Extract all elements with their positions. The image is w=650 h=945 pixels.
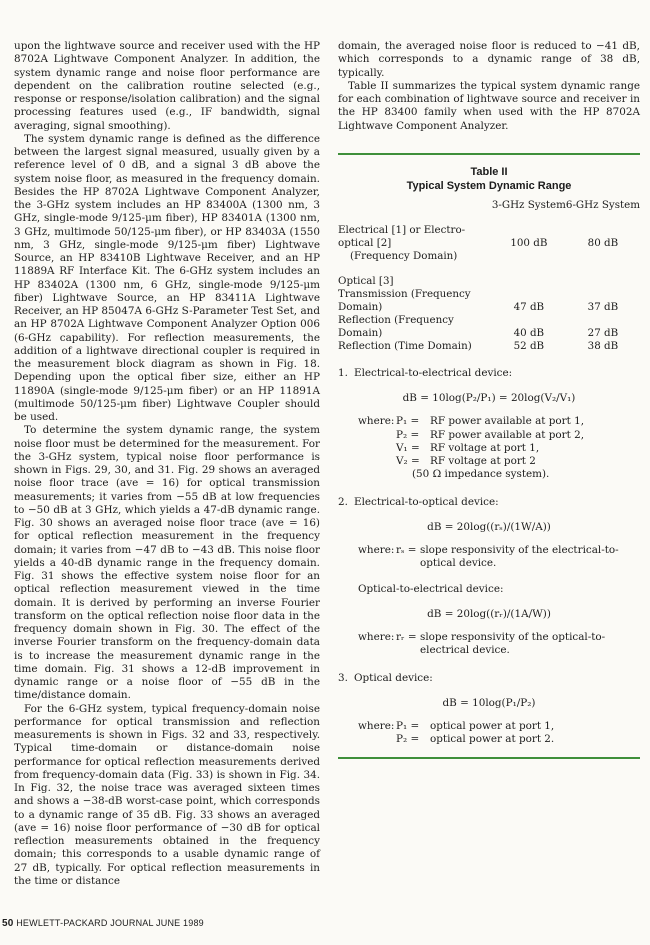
- label-line: (Frequency Domain): [350, 249, 458, 262]
- cell-6ghz: 37 dB: [587, 300, 619, 313]
- right-column: [338, 40, 640, 759]
- cell-6ghz: 80 dB: [587, 236, 619, 249]
- page-footer: [2, 918, 204, 929]
- table-title: [338, 165, 640, 193]
- note-3: [338, 672, 640, 685]
- journal-name: HEWLETT-PACKARD JOURNAL JUNE 1989: [16, 918, 204, 928]
- table-row: [338, 224, 640, 263]
- var-desc: RF power available at port 1,: [430, 415, 585, 428]
- row-label: Optical [3]: [338, 274, 394, 287]
- table-number: Table II: [470, 165, 508, 178]
- var-label: P₂ =: [396, 733, 420, 746]
- equation: dB = 10log(P₂/P₁) = 20log(V₂/V₁): [402, 392, 576, 404]
- label-line: Electrical [1] or Electro-: [338, 223, 466, 236]
- paragraph: Table II summarizes the typical system dynamic range for each combination of lightwave source and receiver in the HP 83400 family when used with the HP 8702A Lightwave Component Analyzer.: [338, 79, 640, 132]
- note-2b-title: Optical-to-electrical device:: [358, 582, 504, 595]
- equation: dB = 10log(P₁/P₂): [442, 696, 536, 709]
- left-column: [14, 40, 320, 888]
- note-title: Optical device:: [354, 671, 433, 684]
- note-1: [338, 367, 640, 380]
- var-desc: slope responsivity of the optical-to-electrical device.: [420, 631, 606, 657]
- where-label: where:: [358, 415, 395, 428]
- table-header-row: [338, 199, 640, 212]
- var-label: P₁ =: [396, 415, 420, 428]
- table-row: [338, 275, 640, 288]
- paragraph: domain, the averaged noise floor is reduced to −41 dB, which corresponds to a dynamic range of 38 dB, typically.: [338, 40, 640, 79]
- where-block: [358, 415, 640, 481]
- where-block: [358, 720, 640, 747]
- var-label: V₁ =: [396, 441, 420, 454]
- paragraph: To determine the system dynamic range, the system noise floor must be determined for the measurement. For the 3-GHz system, typical noise floor performance is shown in Figs. 29, 30, and 31. Fig. 29 shows an averaged noise floor trace (ave = 16) for optical transmission measurements; it varies from −55 dB at low frequencies to −50 dB at 3 GHz, which yields a 47-dB dynamic range. Fig. 30 shows an averaged noise floor trace (ave = 16) for optical reflection measurement in the frequency domain; it varies from −47 dB to −43 dB. This noise floor yields a 40-dB dynamic range in the frequency domain. Fig. 31 shows the effective system noise floor for an optical reflection measurement viewed in the time domain. It is derived by performing an inverse Fourier transform on the optical reflection noise floor data in the frequency domain shown in Fig. 30. The effect of the inverse Fourier transform on the frequency-domain data is to increase the measurement dynamic range in the time domain. Fig. 31 shows a 12-dB improvement in dynamic range or a noise floor of −55 dB in the time/distance domain.: [14, 424, 320, 702]
- cell-3ghz: 47 dB: [513, 300, 545, 313]
- cell-3ghz: 100 dB: [510, 236, 548, 249]
- note-title: Electrical-to-electrical device:: [354, 366, 513, 379]
- note-title: Electrical-to-optical device:: [354, 495, 499, 508]
- where-block: [358, 631, 640, 658]
- var-desc: optical power at port 1,: [430, 720, 555, 732]
- paragraph: For the 6-GHz system, typical frequency-domain noise performance for optical transmission and reflection measurements is shown in Figs. 32 and 33, respectively. Typical time-domain or distance-domain noise performance for optical reflection measurements derived from frequency-domain data (Fig. 33) is shown in Fig. 34. In Fig. 32, the noise trace was averaged sixteen times and shows a −38-dB worst-case point, which corresponds to a dynamic range of 35 dB. Fig. 33 shows an averaged (ave = 16) noise floor performance of −30 dB for optical reflection measurements obtained in the frequency domain; this corresponds to a usable dynamic range of 27 dB, typically. For optical reflection measurements in the time or distance: [14, 702, 320, 887]
- cell-6ghz: 38 dB: [587, 339, 619, 352]
- equation: dB = 20log((rₛ)/(1W/A)): [427, 520, 551, 533]
- table-caption: Typical System Dynamic Range: [406, 179, 572, 192]
- where-label: where:: [358, 631, 395, 643]
- page-number: 50: [2, 918, 14, 929]
- note-number: 3.: [338, 671, 348, 684]
- var-desc: RF power available at port 2,: [430, 428, 585, 441]
- note-number: 2.: [338, 495, 348, 508]
- where-block: [358, 544, 640, 571]
- paragraph: The system dynamic range is defined as the difference between the largest signal measured, usually given by a reference level of 0 dB, and a signal 3 dB above the system noise floor, as measured in the frequency domain. Besides the HP 8702A Lightwave Component Analyzer, the 3-GHz system includes an HP 83400A (1300 nm, 3 GHz, single-mode 9/125-μm fiber), HP 83401A (1300 nm, 3 GHz, multimode 50/125-μm fiber), or HP 83403A (1550 nm, 3 GHz, single-mode 9/125-μm fiber) Lightwave Source, an HP 83410B Lightwave Receiver, and an HP 11889A RF Interface Kit. The 6-GHz system includes an HP 83402A (1300 nm, 6 GHz, single-mode 9/125-μm fiber) Lightwave Source, an HP 83411A Lightwave Receiver, an HP 85047A 6-GHz S-Parameter Test Set, and an HP 8702A Lightwave Component Analyzer Option 006 (6-GHz capability). For reflection measurements, the addition of a lightwave directional coupler is required in the measurement block diagram as shown in Fig. 18. Depending upon the optical fiber size, either an HP 11890A (single-mode 9/125-μm fiber) or an HP 11891A (multimode 50/125-μm fiber) Lightwave Coupler should be used.: [14, 132, 320, 423]
- cell-3ghz: 40 dB: [513, 326, 545, 339]
- top-rule: [338, 153, 640, 155]
- table-row: [338, 314, 640, 340]
- label-line: optical [2]: [338, 236, 392, 249]
- note-2: [338, 496, 640, 509]
- table-row: [338, 288, 640, 314]
- row-label: [338, 224, 492, 263]
- var-desc: RF voltage at port 1,: [430, 441, 540, 454]
- header-6ghz: 6-GHz System: [565, 198, 640, 211]
- table-sidebar: [338, 153, 640, 759]
- var-desc: slope responsivity of the electrical-to-optical device.: [420, 544, 619, 570]
- var-label: P₂ =: [396, 428, 420, 441]
- where-label: where:: [358, 544, 395, 556]
- var-label: P₁ =: [396, 720, 420, 732]
- var-desc: RF voltage at port 2: [430, 455, 536, 467]
- equation: dB = 20log((rᵣ)/(1A/W)): [427, 607, 551, 620]
- var-desc: optical power at port 2.: [430, 733, 555, 746]
- row-label: Transmission (Frequency Domain): [338, 287, 471, 313]
- bottom-rule: [338, 757, 640, 759]
- var-desc: (50 Ω impedance system).: [412, 468, 550, 481]
- dynamic-range-table: [338, 199, 640, 353]
- table-row: [338, 340, 640, 353]
- note-number: 1.: [338, 366, 348, 379]
- where-label: where:: [358, 720, 395, 732]
- var-label: V₂ =: [396, 455, 420, 467]
- row-label: Reflection (Frequency Domain): [338, 313, 454, 339]
- header-3ghz: 3-GHz System: [491, 198, 566, 211]
- row-label: Reflection (Time Domain): [338, 339, 472, 352]
- var-label: rᵣ =: [396, 631, 417, 643]
- cell-3ghz: 52 dB: [513, 339, 545, 352]
- paragraph: upon the lightwave source and receiver used with the HP 8702A Lightwave Component Analyzer. In addition, the system dynamic range and noise floor performance are dependent on the calibration routine selected (e.g., response or response/isolation calibration) and the signal processing features used (e.g., IF bandwidth, signal averaging, signal smoothing).: [14, 40, 320, 132]
- var-label: rₛ =: [396, 544, 417, 556]
- cell-6ghz: 27 dB: [587, 326, 619, 339]
